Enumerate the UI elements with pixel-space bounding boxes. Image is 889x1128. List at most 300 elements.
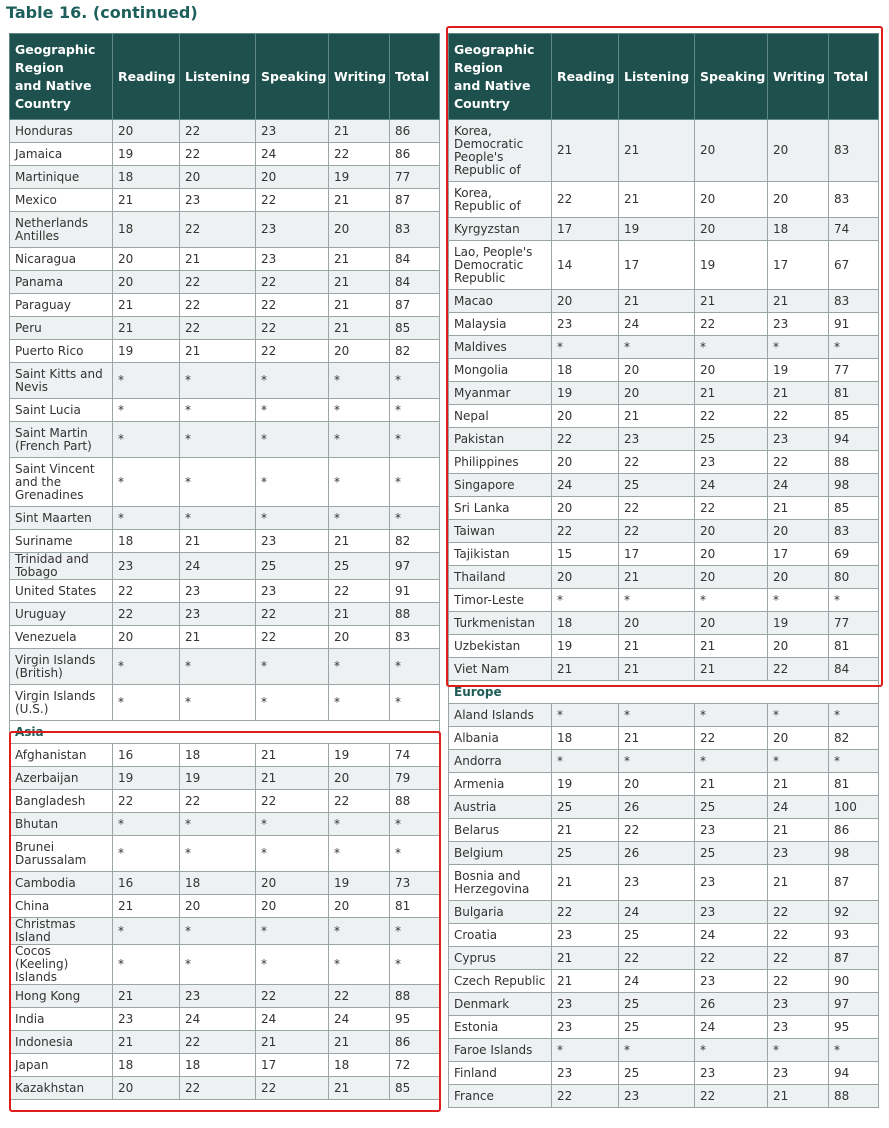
table-body-left [10, 120, 440, 1100]
score-cell: * [329, 813, 390, 836]
score-cell: 25 [695, 428, 768, 451]
table-row [10, 458, 440, 507]
score-cell: 22 [619, 947, 695, 970]
score-cell: 15 [552, 543, 619, 566]
country-cell: Honduras [10, 120, 113, 143]
score-cell: 21 [329, 120, 390, 143]
score-cell: 88 [829, 1085, 879, 1108]
score-cell: 22 [180, 120, 256, 143]
score-cell: 17 [552, 218, 619, 241]
score-cell: 25 [256, 553, 329, 580]
table-row [10, 248, 440, 271]
score-cell: 84 [390, 271, 440, 294]
score-cell: 22 [180, 212, 256, 248]
score-cell: * [256, 507, 329, 530]
score-cell: 25 [619, 1016, 695, 1039]
score-cell: 18 [552, 612, 619, 635]
score-cell: * [113, 422, 180, 458]
score-cell: 22 [768, 947, 829, 970]
score-cell: 22 [180, 1031, 256, 1054]
score-cell: 22 [619, 497, 695, 520]
score-cell: 94 [829, 1062, 879, 1085]
table-row [449, 474, 879, 497]
score-cell: 22 [256, 603, 329, 626]
table-row [449, 182, 879, 218]
country-cell: Andorra [449, 750, 552, 773]
score-cell: * [390, 458, 440, 507]
header-speaking: Speaking [695, 34, 768, 120]
country-cell: Kazakhstan [10, 1077, 113, 1100]
score-cell: * [552, 1039, 619, 1062]
score-cell: 22 [695, 1085, 768, 1108]
score-cell: 20 [695, 182, 768, 218]
country-cell: Uruguay [10, 603, 113, 626]
table-caption: Table 16. (continued) [6, 3, 198, 22]
score-cell: 24 [180, 1008, 256, 1031]
country-cell: Aland Islands [449, 704, 552, 727]
country-cell: Venezuela [10, 626, 113, 649]
header-country [10, 34, 113, 120]
table-row [449, 1062, 879, 1085]
score-cell: 21 [552, 658, 619, 681]
score-cell: * [829, 589, 879, 612]
score-cell: 82 [829, 727, 879, 750]
score-cell: 24 [619, 901, 695, 924]
score-cell: * [552, 704, 619, 727]
score-cell: 22 [256, 271, 329, 294]
table-row [10, 363, 440, 399]
score-cell: 98 [829, 842, 879, 865]
score-cell: 20 [552, 566, 619, 589]
score-cell: 21 [329, 603, 390, 626]
score-cell: * [390, 945, 440, 985]
table-row [10, 317, 440, 340]
score-cell: 20 [619, 612, 695, 635]
header-country-line: Geographic [15, 41, 96, 57]
score-cell: * [390, 422, 440, 458]
score-cell: 84 [390, 248, 440, 271]
score-cell: 22 [552, 901, 619, 924]
country-cell: Denmark [449, 993, 552, 1016]
country-cell: Peru [10, 317, 113, 340]
score-cell: 22 [329, 985, 390, 1008]
country-cell: Bosnia and Herzegovina [449, 865, 552, 901]
country-cell: Bangladesh [10, 790, 113, 813]
score-cell: * [390, 685, 440, 721]
table-row [10, 120, 440, 143]
score-cell: 85 [829, 497, 879, 520]
table-row [449, 589, 879, 612]
score-cell: 21 [329, 294, 390, 317]
country-cell: Taiwan [449, 520, 552, 543]
score-cell: 21 [180, 248, 256, 271]
score-cell: * [329, 836, 390, 872]
table-row [10, 744, 440, 767]
score-cell: 21 [768, 1085, 829, 1108]
score-cell: 17 [768, 543, 829, 566]
country-cell: Hong Kong [10, 985, 113, 1008]
score-cell: 21 [695, 773, 768, 796]
score-cell: 86 [390, 143, 440, 166]
score-cell: * [390, 836, 440, 872]
score-cell: * [390, 507, 440, 530]
country-cell: Sint Maarten [10, 507, 113, 530]
score-cell: * [113, 836, 180, 872]
score-cell: 18 [552, 359, 619, 382]
table-row [449, 865, 879, 901]
header-reading: Reading [113, 34, 180, 120]
score-cell: * [829, 336, 879, 359]
score-cell: * [180, 649, 256, 685]
country-cell: Saint Kitts and Nevis [10, 363, 113, 399]
table-row [10, 685, 440, 721]
table-row [10, 166, 440, 189]
score-cell: 19 [619, 218, 695, 241]
score-cell: * [180, 507, 256, 530]
score-cell: * [180, 836, 256, 872]
score-cell: 73 [390, 872, 440, 895]
score-cell: 25 [619, 474, 695, 497]
score-cell: 100 [829, 796, 879, 819]
country-cell: Cambodia [10, 872, 113, 895]
score-cell: 21 [619, 182, 695, 218]
score-cell: * [829, 704, 879, 727]
score-cell: 22 [695, 497, 768, 520]
table-row [449, 842, 879, 865]
score-cell: 22 [180, 1077, 256, 1100]
score-cell: 20 [619, 382, 695, 405]
score-cell: 20 [768, 182, 829, 218]
score-cell: 21 [329, 248, 390, 271]
score-cell: * [695, 336, 768, 359]
score-cell: 21 [113, 985, 180, 1008]
score-cell: 18 [552, 727, 619, 750]
score-cell: 22 [329, 580, 390, 603]
score-cell: * [256, 458, 329, 507]
score-cell: 26 [619, 796, 695, 819]
score-cell: 23 [552, 924, 619, 947]
score-cell: 24 [619, 313, 695, 336]
score-cell: 20 [768, 520, 829, 543]
score-cell: 22 [552, 182, 619, 218]
score-cell: 94 [829, 428, 879, 451]
score-cell: 20 [329, 340, 390, 363]
score-cell: 21 [329, 317, 390, 340]
score-cell: 18 [180, 1054, 256, 1077]
score-cell: 23 [695, 451, 768, 474]
score-cell: 23 [113, 1008, 180, 1031]
country-cell: Uzbekistan [449, 635, 552, 658]
country-cell: Afghanistan [10, 744, 113, 767]
table-row [10, 143, 440, 166]
score-cell: * [180, 422, 256, 458]
country-cell: Brunei Darussalam [10, 836, 113, 872]
score-cell: 23 [552, 993, 619, 1016]
score-cell: 21 [329, 1031, 390, 1054]
score-cell: 21 [619, 566, 695, 589]
score-cell: * [768, 336, 829, 359]
table-row [449, 819, 879, 842]
country-cell: Bulgaria [449, 901, 552, 924]
score-cell: 23 [256, 248, 329, 271]
score-cell: 20 [695, 120, 768, 182]
score-cell: 21 [552, 865, 619, 901]
table-row [449, 970, 879, 993]
table-row [10, 553, 440, 580]
score-cell: 20 [768, 566, 829, 589]
table-row [10, 790, 440, 813]
score-cell: 88 [390, 790, 440, 813]
score-cell: 21 [695, 290, 768, 313]
score-cell: * [256, 399, 329, 422]
score-cell: 25 [329, 553, 390, 580]
score-cell: 21 [619, 120, 695, 182]
score-cell: 23 [695, 865, 768, 901]
score-cell: 88 [390, 985, 440, 1008]
score-cell: 20 [552, 405, 619, 428]
score-cell: 67 [829, 241, 879, 290]
score-cell: * [113, 507, 180, 530]
score-cell: 21 [619, 405, 695, 428]
header-row [10, 34, 440, 120]
header-country [449, 34, 552, 120]
score-cell: 85 [390, 317, 440, 340]
score-cell: 24 [695, 1016, 768, 1039]
score-cell: 18 [329, 1054, 390, 1077]
country-cell: India [10, 1008, 113, 1031]
score-cell: 72 [390, 1054, 440, 1077]
score-cell: 26 [695, 993, 768, 1016]
score-cell: 20 [113, 1077, 180, 1100]
score-cell: 17 [256, 1054, 329, 1077]
score-cell: 23 [619, 1085, 695, 1108]
score-cell: * [180, 685, 256, 721]
table-row [10, 212, 440, 248]
header-country-line: Geographic [454, 41, 535, 57]
score-cell: 20 [180, 895, 256, 918]
score-cell: 20 [768, 727, 829, 750]
score-cell: 23 [619, 865, 695, 901]
score-cell: 25 [619, 924, 695, 947]
score-cell: * [695, 750, 768, 773]
score-cell: * [768, 750, 829, 773]
table-row [449, 218, 879, 241]
country-cell: Finland [449, 1062, 552, 1085]
score-cell: 19 [113, 767, 180, 790]
score-cell: 20 [695, 218, 768, 241]
score-cell: 21 [768, 819, 829, 842]
table-row [449, 520, 879, 543]
score-cell: 83 [390, 626, 440, 649]
table-row [10, 603, 440, 626]
score-cell: 21 [552, 970, 619, 993]
score-cell: * [113, 945, 180, 985]
table-row [10, 189, 440, 212]
score-cell: 21 [619, 290, 695, 313]
score-cell: * [329, 945, 390, 985]
country-cell: United States [10, 580, 113, 603]
score-cell: * [695, 1039, 768, 1062]
country-cell: Cyprus [449, 947, 552, 970]
table-row [449, 336, 879, 359]
score-cell: 81 [829, 382, 879, 405]
score-cell: 22 [329, 143, 390, 166]
country-cell: Saint Lucia [10, 399, 113, 422]
score-cell: 74 [390, 744, 440, 767]
score-cell: 83 [829, 120, 879, 182]
score-cell: * [619, 704, 695, 727]
score-cell: 23 [695, 970, 768, 993]
score-cell: 21 [552, 947, 619, 970]
table-row [10, 813, 440, 836]
country-cell: Austria [449, 796, 552, 819]
score-cell: 21 [329, 530, 390, 553]
table-row [10, 649, 440, 685]
score-cell: 23 [768, 313, 829, 336]
score-cell: 22 [552, 428, 619, 451]
score-cell: * [390, 918, 440, 945]
header-country-line: Country [454, 95, 510, 111]
country-cell: Jamaica [10, 143, 113, 166]
score-cell: 24 [256, 1008, 329, 1031]
score-cell: 24 [552, 474, 619, 497]
country-cell: Mexico [10, 189, 113, 212]
score-cell: 91 [829, 313, 879, 336]
score-cell: 17 [619, 241, 695, 290]
score-cell: 21 [695, 658, 768, 681]
score-cell: * [329, 399, 390, 422]
score-cell: 19 [552, 773, 619, 796]
country-cell: Philippines [449, 451, 552, 474]
country-cell: Azerbaijan [10, 767, 113, 790]
score-cell: 25 [552, 796, 619, 819]
score-cell: 79 [390, 767, 440, 790]
table-row [10, 399, 440, 422]
country-cell: Bhutan [10, 813, 113, 836]
score-cell: 22 [256, 626, 329, 649]
score-cell: * [329, 649, 390, 685]
score-cell: 88 [390, 603, 440, 626]
header-country-line: Region [454, 59, 503, 75]
score-cell: 20 [113, 248, 180, 271]
score-cell: 21 [768, 290, 829, 313]
score-cell: 98 [829, 474, 879, 497]
score-cell: 23 [180, 189, 256, 212]
score-cell: 22 [695, 947, 768, 970]
score-cell: 24 [695, 924, 768, 947]
score-cell: * [113, 918, 180, 945]
score-cell: 81 [829, 635, 879, 658]
score-cell: * [329, 507, 390, 530]
table-row [449, 1016, 879, 1039]
score-cell: 22 [113, 580, 180, 603]
country-cell: Thailand [449, 566, 552, 589]
region-label: Asia [10, 721, 440, 744]
score-cell: * [256, 649, 329, 685]
score-cell: * [113, 399, 180, 422]
country-cell: Faroe Islands [449, 1039, 552, 1062]
score-cell: 19 [768, 612, 829, 635]
table-row [449, 750, 879, 773]
score-cell: 20 [329, 895, 390, 918]
score-cell: * [390, 363, 440, 399]
score-cell: 23 [256, 530, 329, 553]
score-cell: 21 [768, 773, 829, 796]
score-cell: 20 [552, 290, 619, 313]
score-cell: 18 [113, 166, 180, 189]
table-row [449, 451, 879, 474]
score-cell: 74 [829, 218, 879, 241]
score-cell: * [329, 363, 390, 399]
score-cell: 22 [180, 317, 256, 340]
score-cell: 83 [390, 212, 440, 248]
score-cell: 24 [768, 796, 829, 819]
country-cell: Suriname [10, 530, 113, 553]
score-cell: 25 [695, 796, 768, 819]
score-cell: 24 [695, 474, 768, 497]
header-writing: Writing [329, 34, 390, 120]
score-cell: 23 [768, 842, 829, 865]
score-cell: * [180, 363, 256, 399]
score-cell: 22 [113, 603, 180, 626]
score-cell: 84 [829, 658, 879, 681]
score-cell: 22 [619, 520, 695, 543]
score-cell: 23 [768, 1016, 829, 1039]
table-row [449, 901, 879, 924]
country-cell: Macao [449, 290, 552, 313]
score-cell: 93 [829, 924, 879, 947]
country-cell: Kyrgyzstan [449, 218, 552, 241]
table-row [449, 566, 879, 589]
score-cell: * [390, 813, 440, 836]
score-cell: 22 [256, 985, 329, 1008]
score-cell: 20 [695, 359, 768, 382]
score-cell: * [768, 589, 829, 612]
score-cell: 19 [552, 382, 619, 405]
score-cell: 23 [695, 901, 768, 924]
country-cell: Lao, People's Democratic Republic [449, 241, 552, 290]
score-cell: 87 [390, 189, 440, 212]
score-cell: 21 [695, 635, 768, 658]
score-cell: 23 [256, 120, 329, 143]
score-cell: 20 [256, 166, 329, 189]
score-cell: * [256, 363, 329, 399]
country-cell: Paraguay [10, 294, 113, 317]
table-row [449, 635, 879, 658]
score-cell: 21 [180, 530, 256, 553]
score-cell: 83 [829, 520, 879, 543]
score-cell: 21 [695, 382, 768, 405]
country-cell: Singapore [449, 474, 552, 497]
table-row [10, 985, 440, 1008]
score-cell: 17 [619, 543, 695, 566]
score-cell: 21 [329, 189, 390, 212]
table-row [449, 1039, 879, 1062]
score-cell: 24 [180, 553, 256, 580]
table-row [449, 658, 879, 681]
score-cell: 82 [390, 530, 440, 553]
score-cell: * [329, 422, 390, 458]
score-cell: 23 [180, 603, 256, 626]
score-cell: * [829, 750, 879, 773]
score-cell: 21 [619, 635, 695, 658]
score-cell: * [113, 649, 180, 685]
score-cell: 22 [768, 405, 829, 428]
table-row [10, 580, 440, 603]
score-cell: 87 [390, 294, 440, 317]
score-cell: 14 [552, 241, 619, 290]
score-cell: 95 [829, 1016, 879, 1039]
